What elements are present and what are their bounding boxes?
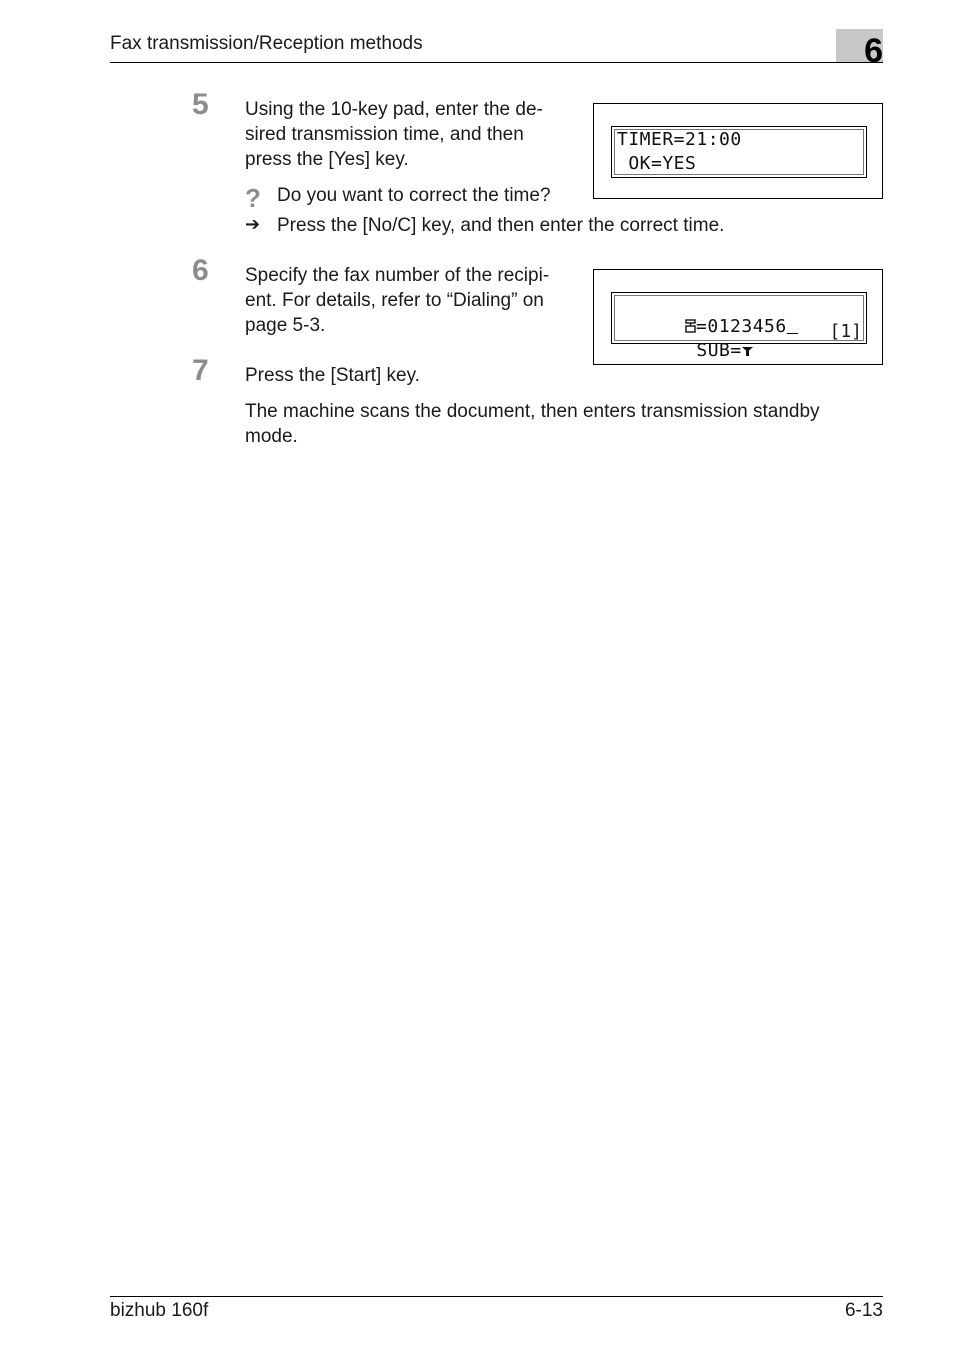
step-text: Press the [Start] key. xyxy=(245,365,420,386)
chapter-badge xyxy=(836,29,883,70)
step-line: ent. For details, refer to “Dialing” on xyxy=(245,290,544,311)
lcd-screen xyxy=(611,292,867,361)
step-line: press the [Yes] key. xyxy=(245,149,409,170)
lcd-line xyxy=(617,319,753,382)
header-rule xyxy=(110,62,883,63)
step-number: 6 xyxy=(192,254,209,287)
step-number: 5 xyxy=(192,88,209,121)
lcd-sub-label: SUB= xyxy=(685,340,742,361)
footer-product: bizhub 160f xyxy=(110,1300,209,1321)
step-line: sired transmission time, and then xyxy=(245,124,524,145)
result-line: mode. xyxy=(245,426,298,447)
step-line: Specify the fax number of the recipi- xyxy=(245,265,550,286)
lcd-counter: [1] xyxy=(829,321,862,342)
step-result xyxy=(245,399,820,449)
step-text xyxy=(245,263,549,338)
result-line: The machine scans the document, then enters transmission standby xyxy=(245,401,820,422)
lcd-line: OK=YES xyxy=(617,153,697,174)
lcd-cursor xyxy=(787,316,798,337)
footer-rule xyxy=(110,1296,883,1297)
question-icon: ? xyxy=(245,183,261,213)
down-arrow-icon xyxy=(742,345,753,357)
lcd-display xyxy=(593,103,883,199)
lcd-line: TIMER=21:00 xyxy=(617,129,742,150)
step-line: page 5-3. xyxy=(245,315,326,336)
arrow-icon: ➔ xyxy=(245,214,261,234)
lcd-display xyxy=(593,269,883,365)
footer-page-number: 6-13 xyxy=(844,1300,883,1321)
step-text xyxy=(245,97,543,172)
hint-answer: Press the [No/C] key, and then enter the correct time. xyxy=(277,215,725,236)
lcd-fax-number: =0123456 xyxy=(696,316,787,337)
step-line: Using the 10-key pad, enter the de- xyxy=(245,99,543,120)
lcd-screen xyxy=(611,126,867,178)
chapter-number: 6 xyxy=(864,32,883,70)
step-number: 7 xyxy=(192,354,209,387)
header-title: Fax transmission/Reception methods xyxy=(110,33,423,54)
hint-question: Do you want to correct the time? xyxy=(277,185,551,206)
